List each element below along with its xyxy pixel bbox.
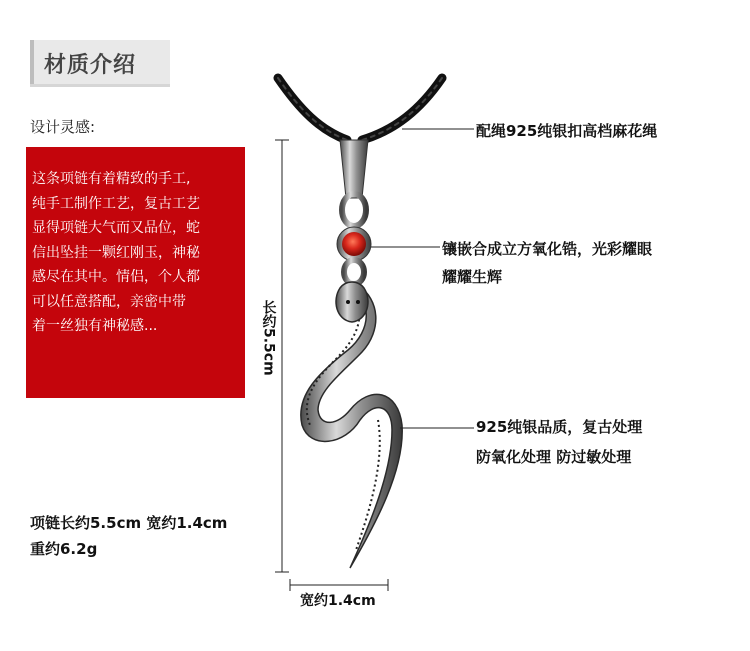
description-line: 显得项链大气而又品位，蛇 [32,220,200,236]
height-label-text: 长约5.5cm [260,300,277,376]
connector-ring [342,194,366,226]
description-line: 信出坠挂一颗红刚玉，神秘 [32,244,200,261]
height-label [258,300,278,381]
section-title: 材质介绍 [44,52,137,78]
annotation-silver-line2: 防氧化处理 防过敏处理 [476,448,632,466]
width-label: 宽约1.4cm [300,593,376,609]
spec-weight: 重约6.2g [30,540,98,558]
braided-cord [278,78,442,140]
description-line: 可以任意搭配，亲密中带 [32,293,186,310]
spec-size: 项链长约5.5cm 宽约1.4cm [30,514,228,532]
design-inspiration-label: 设计灵感: [30,118,96,136]
red-stone [342,232,366,256]
description-line: 感尽在其中。情侣，个人都 [32,269,200,285]
description-line: 着一丝独有神秘感... [32,318,158,334]
description-line: 纯手工制作工艺，复古工艺 [32,195,200,212]
annotation-stone-line1: 镶嵌合成立方氧化锆，光彩耀眼 [442,240,653,258]
pendant-bail [340,140,368,198]
lower-connector [344,260,364,284]
snake-body [301,282,402,568]
annotation-cord: 配绳925纯银扣高档麻花绳 [476,122,658,140]
annotation-silver-line1: 925纯银品质，复古处理 [476,418,643,436]
description-line: 这条项链有着精致的手工, [32,171,191,187]
annotation-stone-line2: 耀耀生辉 [442,268,503,286]
